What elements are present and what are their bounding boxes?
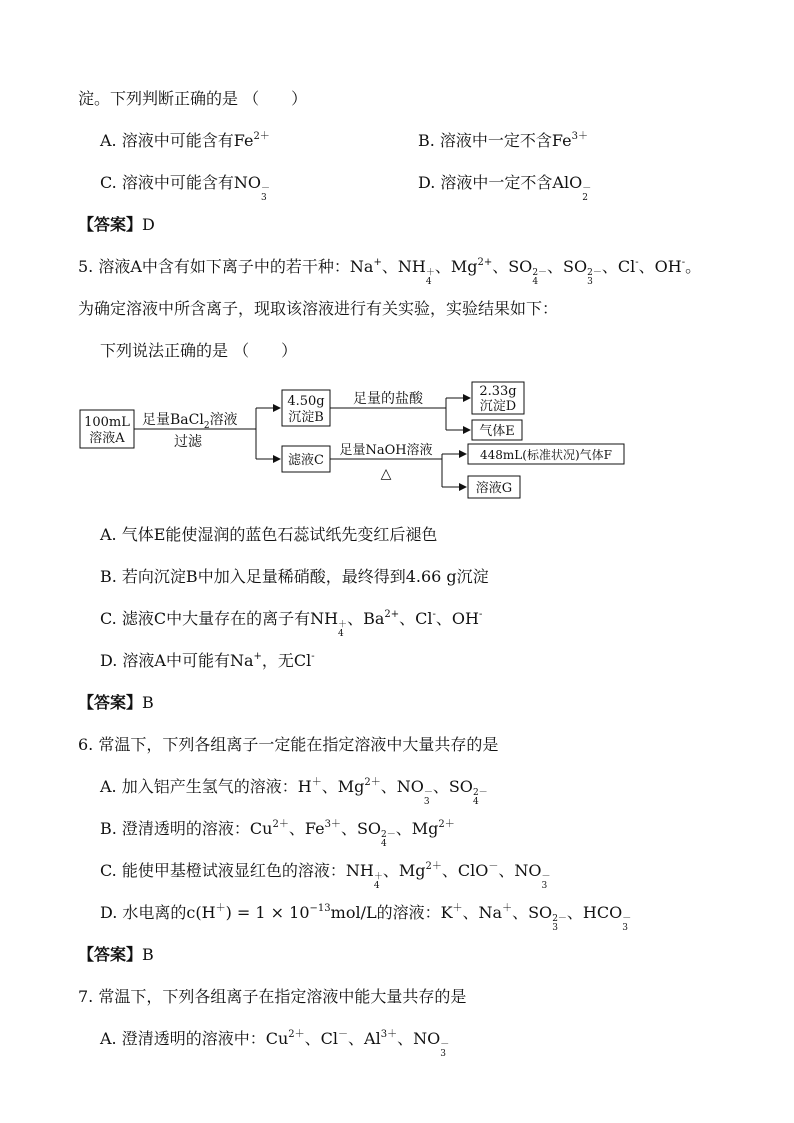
label-g: 溶液G bbox=[475, 481, 513, 496]
label-d-1: 2.33g bbox=[479, 384, 517, 399]
q5-option-d: D. 溶液A中可能有Na+，无Cl- bbox=[100, 651, 315, 670]
q6-option-b: B. 澄清透明的溶液：$Cu^{2+}$、$Fe^{3+}$、SO 2－ 4 、$Mg^{2+}$ bbox=[100, 819, 455, 849]
q7-option-a: A. 澄清透明的溶液中：$Cu^{2+}$、Cl－、$Al^{3+}$、NO － 3 bbox=[100, 1029, 450, 1059]
q5-option-c: C. 滤液C中大量存在的离子有NH ＋ 4 、$Ba^{2+}$、Cl-、OH- bbox=[100, 609, 483, 639]
q5-stem-line3: 下列说法正确的是 （ ） bbox=[100, 341, 298, 360]
q6-option-c: C. 能使甲基橙试液显红色的溶液：NH ＋ 4 、$Mg^{2+}$、ClO－、NO － 3 bbox=[100, 861, 551, 891]
label-f: 448mL(标准状况)气体F bbox=[480, 448, 612, 462]
q4-stem-tail: 淀。下列判断正确的是 （ ） bbox=[78, 89, 308, 108]
q6-stem: 6. 常温下，下列各组离子一定能在指定溶液中大量共存的是 bbox=[78, 735, 499, 754]
q5-stem-line2: 为确定溶液中所含离子，现取该溶液进行有关实验，实验结果如下： bbox=[78, 299, 559, 318]
q6-option-d: D. 水电离的$c(H^+) = 1 \times 10^{-13}mol/L$的溶液：K＋、Na＋、SO 2－ 3 、HCO － 3 bbox=[100, 903, 632, 933]
label-arrow3-top: 足量NaOH溶液 bbox=[339, 443, 433, 458]
label-arrow3-bottom: △ bbox=[380, 466, 392, 482]
label-b-2: 沉淀B bbox=[288, 410, 324, 425]
q4-option-c: C. 溶液中可能含有NO － 3 bbox=[100, 173, 270, 203]
q5-answer: 【答案】B bbox=[78, 693, 154, 712]
q4-option-a: A. 溶液中可能含有$Fe^{2+}$ bbox=[100, 131, 270, 150]
q5-option-b: B. 若向沉淀B中加入足量稀硝酸，最终得到4.66 g沉淀 bbox=[100, 567, 489, 586]
label-arrow1-top: 足量BaCl$_2$溶液 bbox=[142, 412, 238, 431]
q6-option-a: A. 加入铝产生氢气的溶液：H＋、$Mg^{2+}$、NO － 3 、SO 2－ 4 bbox=[100, 777, 488, 807]
label-start-2: 溶液A bbox=[89, 431, 125, 446]
q4-option-b: B. 溶液中一定不含$Fe^{3+}$ bbox=[418, 131, 589, 150]
q5-stem-line1: 5. 溶液A中含有如下离子中的若干种：Na+、NH ＋ 4 、$Mg^{2+}$、SO 2－ 4 、SO 2－ 3 、Cl-、OH-。 bbox=[78, 257, 702, 287]
label-b-1: 4.50g bbox=[287, 394, 325, 409]
label-start-1: 100mL bbox=[84, 415, 130, 430]
q7-stem: 7. 常温下，下列各组离子在指定溶液中能大量共存的是 bbox=[78, 987, 467, 1006]
label-c: 滤液C bbox=[288, 453, 324, 468]
label-arrow2-top: 足量的盐酸 bbox=[353, 391, 423, 407]
q6-answer: 【答案】B bbox=[78, 945, 154, 964]
q4-option-d: D. 溶液中一定不含AlO － 2 bbox=[418, 173, 592, 203]
label-d-2: 沉淀D bbox=[479, 399, 517, 414]
q4-answer: 【答案】D bbox=[78, 215, 155, 234]
q5-flow-diagram bbox=[76, 378, 716, 508]
label-e: 气体E bbox=[479, 424, 515, 439]
q5-option-a: A. 气体E能使湿润的蓝色石蕊试纸先变红后褪色 bbox=[100, 525, 438, 544]
label-arrow1-bottom: 过滤 bbox=[174, 434, 202, 450]
